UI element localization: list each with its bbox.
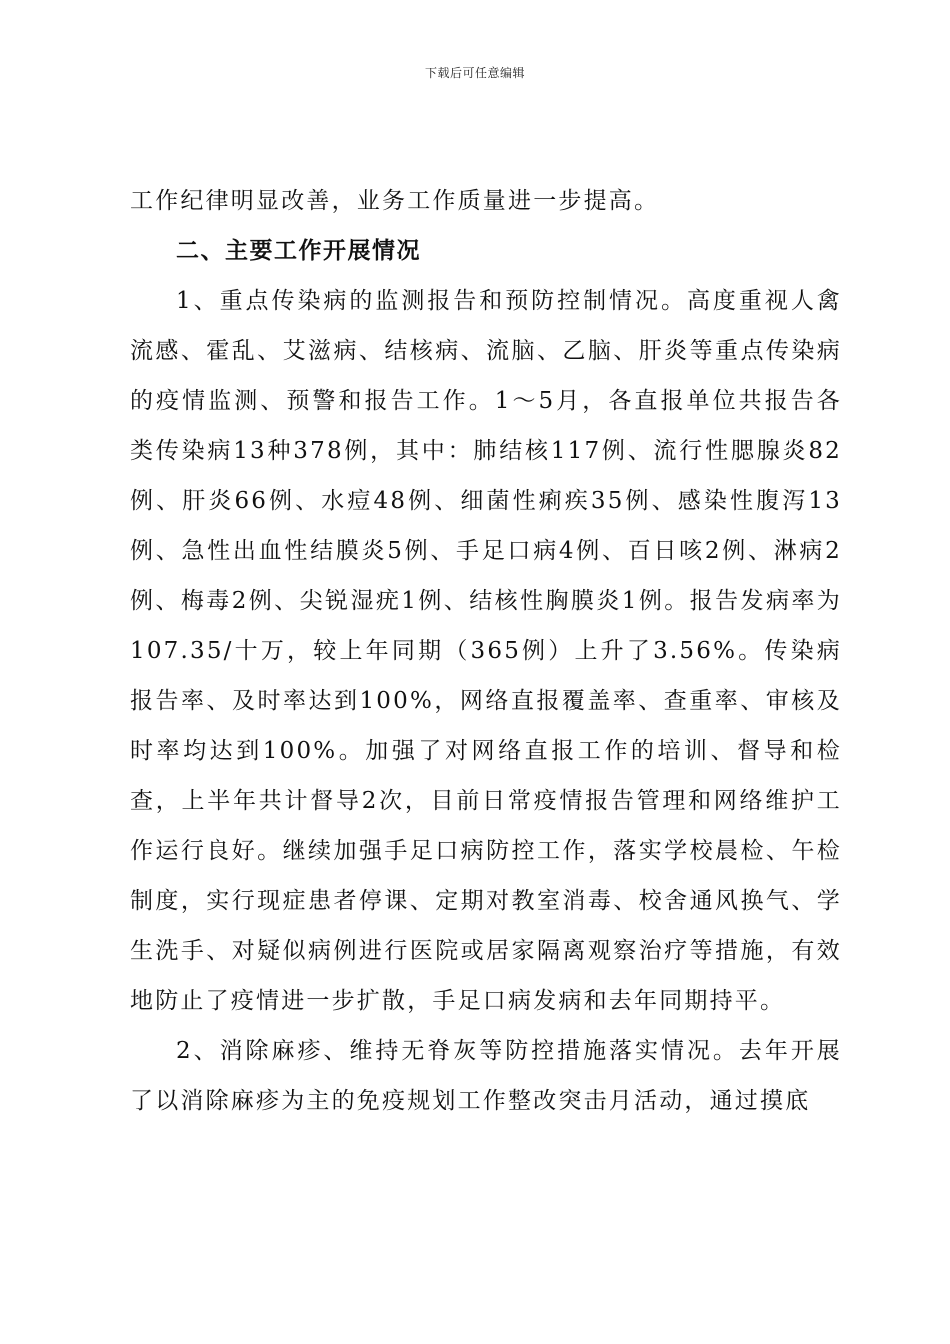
page-header: 下载后可任意编辑: [424, 66, 525, 80]
intro-paragraph-tail: 工作纪律明显改善，业务工作质量进一步提高。: [130, 188, 660, 214]
document-body: [130, 176, 842, 1126]
section-heading: 二、主要工作开展情况: [176, 238, 421, 264]
paragraph-measles-polio: 2、消除麻疹、维持无脊灰等防控措施落实情况。去年开展了以消除麻疹为主的免疫规划工作整改突击月活动，通过摸底: [130, 1038, 842, 1114]
paragraph-disease-monitoring: 1、重点传染病的监测报告和预防控制情况。高度重视人禽流感、霍乱、艾滋病、结核病、流脑、乙脑、肝炎等重点传染病的疫情监测、预警和报告工作。1～5月，各直报单位共报告各类传染病13种378例，其中：肺结核117例、流行性腮腺炎82例、肝炎66例、水痘48例、细菌性痢疾35例、感染性腹泻13例、急性出血性结膜炎5例、手足口病4例、百日咳2例、淋病2例、梅毒2例、尖锐湿疣1例、结核性胸膜炎1例。报告发病率为107.35/十万，较上年同期（365例）上升了3.56%。传染病报告率、及时率达到100%，网络直报覆盖率、查重率、审核及时率均达到100%。加强了对网络直报工作的培训、督导和检查，上半年共计督导2次，目前日常疫情报告管理和网络维护工作运行良好。继续加强手足口病防控工作，落实学校晨检、午检制度，实行现症患者停课、定期对教室消毒、校舍通风换气、学生洗手、对疑似病例进行医院或居家隔离观察治疗等措施，有效地防止了疫情进一步扩散，手足口病发病和去年同期持平。: [130, 288, 842, 1014]
